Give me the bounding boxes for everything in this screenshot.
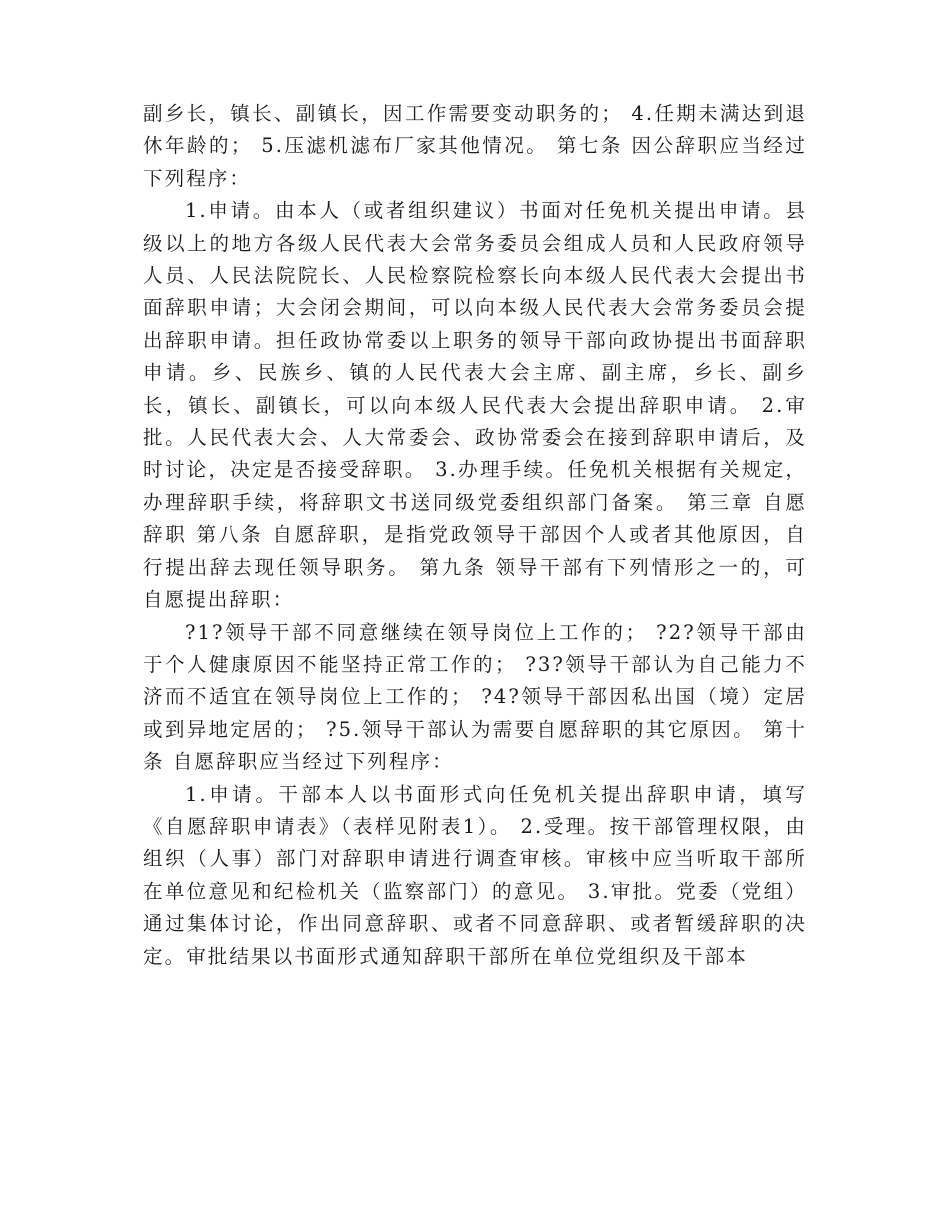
paragraph-4: 1.申请。干部本人以书面形式向任免机关提出辞职申请，填写《自愿辞职申请表》（表样见附表1）。 2.受理。按干部管理权限，由组织（人事）部门对辞职申请进行调查审核。审核中应当听取干部所在单位意见和纪检机关（监察部门）的意见。 3.审批。党委（党组）通过集体讨论，作出同意辞职、或者不同意辞职、或者暂缓辞职的决定。审批结果以书面形式通知辞职干部所在单位党组织及干部本: [143, 782, 807, 968]
paragraph-1: 副乡长，镇长、副镇长，因工作需要变动职务的； 4.任期未满达到退休年龄的； 5.压滤机滤布厂家其他情况。 第七条 因公辞职应当经过下列程序：: [143, 102, 807, 190]
paragraph-2: 1.申请。由本人（或者组织建议）书面对任免机关提出申请。县级以上的地方各级人民代表大会常务委员会组成人员和人民政府领导人员、人民法院院长、人民检察院检察长向本级人民代表大会提出书面辞职申请；大会闭会期间，可以向本级人民代表大会常务委员会提出辞职申请。担任政协常委以上职务的领导干部向政协提出书面辞职申请。乡、民族乡、镇的人民代表大会主席、副主席，乡长、副乡长，镇长、副镇长，可以向本级人民代表大会提出辞职申请。 2.审批。人民代表大会、人大常委会、政协常委会在接到辞职申请后，及时讨论，决定是否接受辞职。 3.办理手续。任免机关根据有关规定，办理辞职手续，将辞职文书送同级党委组织部门备案。 第三章 自愿辞职 第八条 自愿辞职，是指党政领导干部因个人或者其他原因，自行提出辞去现任领导职务。 第九条 领导干部有下列情形之一的，可自愿提出辞职：: [143, 199, 807, 612]
document-body: [143, 98, 807, 973]
paragraph-3: ?1?领导干部不同意继续在领导岗位上工作的； ?2?领导干部由于个人健康原因不能坚持正常工作的； ?3?领导干部认为自己能力不济而不适宜在领导岗位上工作的； ?4?领导干部因私出国（境）定居或到异地定居的； ?5.领导干部认为需要自愿辞职的其它原因。 第十条 自愿辞职应当经过下列程序：: [143, 620, 807, 774]
